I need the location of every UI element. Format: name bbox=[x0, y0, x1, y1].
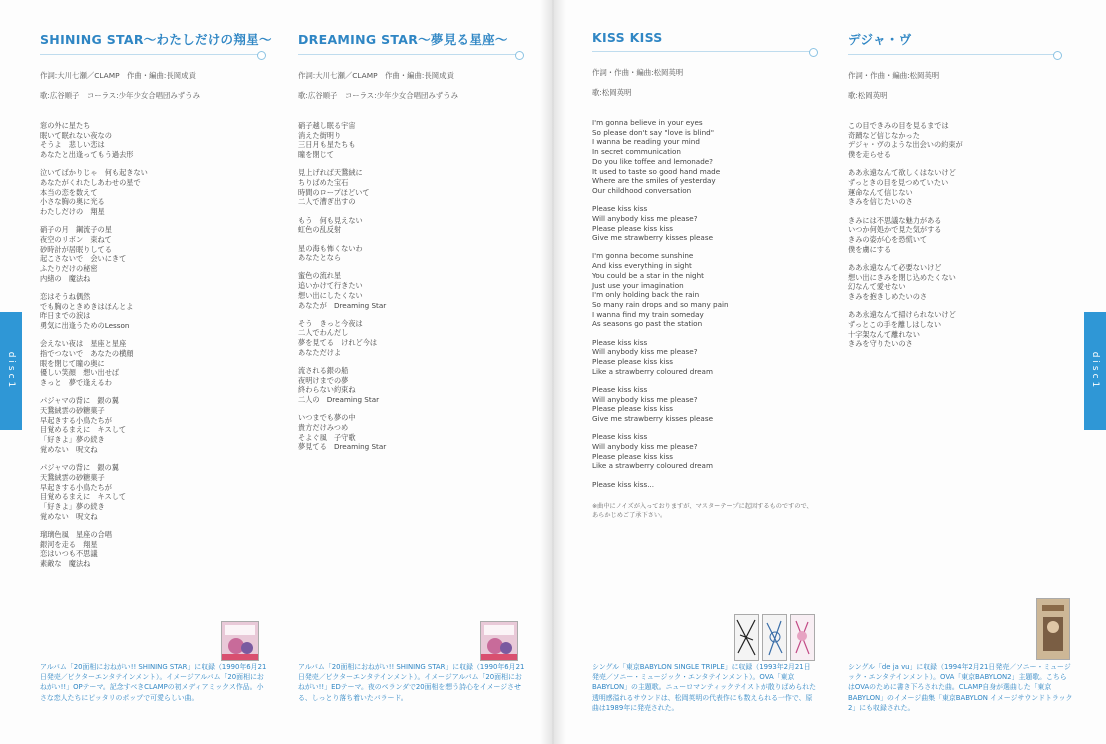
lyric-line: 二人の Dreaming Star bbox=[298, 395, 380, 405]
lyric-line: 砂時計が居眠りしてる bbox=[40, 244, 112, 254]
lyric-line: Give me strawberry kisses please bbox=[592, 233, 713, 243]
album-cover-dreaming-star bbox=[480, 621, 518, 661]
lyric-line: でも胸のときめきはほんとよ bbox=[40, 301, 134, 311]
lyric-line: So please don't say "love is blind" bbox=[592, 127, 715, 137]
lyric-line: Will anybody kiss me please? bbox=[592, 441, 698, 451]
lyric-line: 十字架なんて離れない bbox=[848, 329, 920, 339]
lyric-stanza bbox=[40, 463, 265, 521]
credit-line: 作詞:大川七瀬／CLAMP 作曲・編曲:長岡成貢 bbox=[298, 71, 454, 80]
lyric-line: 夢を見てる けれど今は bbox=[298, 338, 378, 348]
lyric-line: Will anybody kiss me please? bbox=[592, 213, 698, 223]
description-text: シングル「de ja vu」に収録（1994年2月21日発売／ソニー・ミュージック・エンタテインメント）。OVA「東京BABYLON2」主題歌。こちらはOVAのために書き下ろされた曲。CLAMP自身が選曲した「東京BABYLON」のイメージ曲集「東京BABYLON イメージサウンドトラック2」にも収録された。 bbox=[848, 663, 1073, 712]
song-description bbox=[40, 662, 268, 714]
lyric-line: Like a strawberry coloured dream bbox=[592, 366, 713, 376]
lyric-line: きっと 夢で逢えるわ bbox=[40, 378, 112, 388]
lyric-line: 蜜色の流れ星 bbox=[298, 271, 342, 281]
single-cover-tokyo-babylon-2 bbox=[762, 614, 787, 661]
lyric-line: ああ永遠なんて必要ないけど bbox=[848, 262, 942, 272]
lyric-stanza bbox=[298, 216, 523, 235]
song-lyrics bbox=[298, 121, 523, 452]
lyric-stanza bbox=[592, 480, 817, 490]
song-credits bbox=[848, 61, 1073, 111]
lyric-stanza bbox=[592, 385, 817, 424]
song-kiss-kiss bbox=[592, 30, 817, 498]
lyric-line: 夢見てる Dreaming Star bbox=[298, 442, 387, 452]
lyric-line: 夜明けまでの夢 bbox=[298, 375, 349, 385]
lyric-line: 夜空のリボン 束ねて bbox=[40, 235, 112, 245]
lyric-line: 貴方だけみつめ bbox=[298, 423, 349, 433]
lyric-line: 昨日までの涙は bbox=[40, 311, 91, 321]
lyric-line: I'm only holding back the rain bbox=[592, 290, 700, 300]
lyric-line: わたしだけの 翔星 bbox=[40, 207, 105, 217]
lyric-line: 想い出にしたくない bbox=[298, 290, 363, 300]
lyric-line: 瞳を閉じて bbox=[298, 150, 334, 160]
lyric-line: 幻なんて愛せない bbox=[848, 282, 906, 292]
lyric-line: In secret communication bbox=[592, 147, 681, 157]
rule-dot bbox=[809, 48, 818, 57]
lyric-line: ずっときの目を見つめていたい bbox=[848, 178, 949, 188]
lyric-line: そう きっと今夜は bbox=[298, 318, 363, 328]
credit-line: 歌:広谷順子 コーラス:少年少女合唱団みずうみ bbox=[40, 91, 200, 100]
lyric-line: この目できみの目を見るまでは bbox=[848, 121, 949, 130]
lyric-line: 早起きする小鳥たちが bbox=[40, 482, 112, 492]
lyric-line: 銀河を走る 翔星 bbox=[40, 539, 98, 549]
lyric-line: 恋はそうね偶然 bbox=[40, 292, 91, 302]
lyric-line: きみの姿が心を恐慌いて bbox=[848, 235, 928, 245]
rule-dot bbox=[257, 51, 266, 60]
lyric-line: ふたりだけの秘密 bbox=[40, 264, 98, 274]
lyric-line: You could be a star in the night bbox=[592, 270, 704, 280]
lyric-stanza bbox=[848, 310, 1073, 349]
song-description bbox=[592, 662, 817, 714]
rule-dot bbox=[515, 51, 524, 60]
lyric-line: 時間のロープほどいて bbox=[298, 187, 370, 197]
lyric-line: As seasons go past the station bbox=[592, 319, 703, 329]
lyric-line: もう 何も見えない bbox=[298, 215, 363, 225]
lyric-line: I wanna find my train someday bbox=[592, 309, 704, 319]
lyric-line: 早起きする小鳥たちが bbox=[40, 415, 112, 425]
lyric-line: 内緒の 魔法ね bbox=[40, 273, 91, 283]
song-title: KISS KISS bbox=[592, 30, 663, 45]
lyric-stanza bbox=[298, 121, 523, 160]
lyric-line: 僕を虜にする bbox=[848, 244, 892, 254]
rule-dot bbox=[1053, 51, 1062, 60]
lyric-line: Will anybody kiss me please? bbox=[592, 394, 698, 404]
single-cover-deja-vu bbox=[1036, 598, 1070, 660]
lyric-stanza bbox=[848, 263, 1073, 302]
description-text: アルバム「20面相におねがい!! SHINING STAR」に収録（1990年6月21日発売／ビクターエンタテインメント）。イメージアルバム「20面相におねがい!!」OPテーマ。記念すべきCLAMPの初メディアミックス作品。小さな恋人たちにピッタリのポップで可愛らしい曲。 bbox=[40, 663, 267, 702]
lyric-line: きみを守りたいのさ bbox=[848, 339, 913, 349]
lyric-line: 運命なんて信じない bbox=[848, 187, 913, 197]
lyric-line: 三日月も星たちも bbox=[298, 140, 356, 150]
lyric-line: I'm gonna become sunshine bbox=[592, 251, 694, 261]
song-description bbox=[298, 662, 526, 714]
lyric-line: きみには不思議な魅力がある bbox=[848, 215, 942, 225]
lyric-line: 星の海も怖くないわ bbox=[298, 243, 363, 253]
lyric-line: 素敵な 魔法ね bbox=[40, 558, 91, 568]
lyric-line: Where are the smiles of yesterday bbox=[592, 176, 716, 186]
description-text: アルバム「20面相におねがい!! SHINING STAR」に収録（1990年6月21日発売／ビクターエンタテインメント）。イメージアルバム「20面相におねがい!!」EDテーマ。夜のベランダで20面相を想う詩心をイメージさせる、しっとり落ち着いたバラード。 bbox=[298, 663, 525, 702]
lyric-line: 小さな胸の奥に光る bbox=[40, 197, 105, 207]
lyric-stanza bbox=[592, 251, 817, 329]
lyric-line: And kiss everything in sight bbox=[592, 261, 692, 271]
lyric-line: Like a strawberry coloured dream bbox=[592, 461, 713, 471]
lyric-line: 恋はいつも不思議 bbox=[40, 549, 98, 559]
lyric-line: 泣いてばかりじゃ 何も起きない bbox=[40, 168, 148, 178]
lyric-line: ああ永遠なんて欲しくはないけど bbox=[848, 168, 956, 178]
lyric-stanza bbox=[592, 338, 817, 377]
lyric-line: 覚めない 呪文ね bbox=[40, 511, 98, 521]
credit-line: 歌:広谷順子 コーラス:少年少女合唱団みずうみ bbox=[298, 91, 458, 100]
song-title: DREAMING STAR～夢見る星座～ bbox=[298, 32, 508, 47]
song-credits bbox=[592, 58, 817, 108]
lyric-stanza bbox=[40, 121, 265, 160]
lyric-stanza bbox=[592, 432, 817, 471]
lyric-stanza bbox=[848, 121, 1073, 160]
song-shining-star bbox=[40, 30, 272, 577]
title-rule bbox=[298, 54, 520, 55]
lyric-line: Please kiss kiss bbox=[592, 432, 648, 442]
lyric-stanza bbox=[848, 216, 1073, 255]
lyric-line: 指でつないで あなたの横顔 bbox=[40, 349, 134, 359]
page-gutter bbox=[540, 0, 566, 744]
song-title: SHINING STAR～わたしだけの翔星～ bbox=[40, 32, 272, 47]
lyric-line: あなたとなら bbox=[298, 253, 342, 263]
lyric-line: パジャマの背に 銀の翼 bbox=[40, 463, 119, 473]
credit-line: 作詞・作曲・編曲:松岡英明 bbox=[848, 71, 940, 80]
lyric-line: 目覚めるまえに キスして bbox=[40, 492, 127, 502]
lyric-line: 追いかけて行きたい bbox=[298, 281, 363, 291]
lyric-stanza bbox=[40, 530, 265, 569]
song-lyrics bbox=[848, 121, 1073, 349]
disc-tab-label: disc1 bbox=[6, 351, 16, 391]
lyric-line: Just use your imagination bbox=[592, 280, 684, 290]
lyric-line: あなたがくれたしあわせの星で bbox=[40, 178, 141, 188]
lyric-line: Please kiss kiss bbox=[592, 384, 648, 394]
title-rule bbox=[848, 54, 1058, 55]
lyric-line: Please please kiss kiss bbox=[592, 356, 674, 366]
lyric-stanza bbox=[298, 413, 523, 452]
song-deja-vu bbox=[848, 30, 1073, 358]
lyric-line: 起こさないで 会いにきて bbox=[40, 254, 127, 264]
lyric-line: I wanna be reading your mind bbox=[592, 137, 700, 147]
lyric-line: 見上げれば天鵞絨に bbox=[298, 168, 363, 178]
lyric-line: ちりばめた宝石 bbox=[298, 178, 349, 188]
song-credits bbox=[40, 61, 265, 111]
lyric-stanza bbox=[40, 339, 265, 388]
lyric-line: 消えた街明り bbox=[298, 130, 342, 140]
lyric-line: パジャマの背に 銀の翼 bbox=[40, 396, 119, 406]
lyric-line: Will anybody kiss me please? bbox=[592, 347, 698, 357]
lyric-line: 天鵞絨雲の砂糖菓子 bbox=[40, 406, 105, 416]
song-credits bbox=[298, 61, 523, 111]
lyric-line: Please kiss kiss... bbox=[592, 479, 655, 489]
lyric-line: 僕を走らせる bbox=[848, 150, 891, 160]
credit-line: 作詞・作曲・編曲:松岡英明 bbox=[592, 68, 684, 77]
lyric-stanza bbox=[40, 168, 265, 217]
lyric-line: 瑠璃色風 星座の合唱 bbox=[40, 529, 112, 539]
lyric-line: 勇気に出逢うためのLesson bbox=[40, 321, 130, 331]
lyric-stanza bbox=[592, 204, 817, 243]
lyric-line: 会えない夜は 星座と星座 bbox=[40, 339, 127, 349]
lyric-line: 想い出にきみを閉じ込めたくない bbox=[848, 272, 956, 282]
single-cover-tokyo-babylon-3 bbox=[790, 614, 815, 661]
lyric-stanza bbox=[298, 366, 523, 405]
lyric-line: 奇蹟など信じなかった bbox=[848, 130, 920, 140]
lyric-line: Please kiss kiss bbox=[592, 337, 648, 347]
lyric-stanza bbox=[592, 118, 817, 196]
lyric-line: It used to taste so good hand made bbox=[592, 166, 721, 176]
lyric-line: いつか何処かで見た気がする bbox=[848, 225, 942, 235]
lyric-line: 硝子の月 鋼流子の星 bbox=[40, 225, 112, 235]
lyric-line: I'm gonna believe in your eyes bbox=[592, 118, 703, 127]
lyric-line: 二人でわんだし bbox=[298, 328, 349, 338]
lyric-line: 眼を閉じて瞳の奥に bbox=[40, 358, 105, 368]
lyric-line: 天鵞絨雲の砂糖菓子 bbox=[40, 472, 105, 482]
lyric-line: 目覚めるまえに キスして bbox=[40, 425, 127, 435]
lyric-line: 「好きよ」夢の続き bbox=[40, 501, 105, 511]
lyric-line: あなただけよ bbox=[298, 347, 342, 357]
lyric-line: 硝子越し眠る宇宙 bbox=[298, 121, 356, 130]
lyric-stanza bbox=[298, 319, 523, 358]
credit-line: 歌:松岡英明 bbox=[848, 91, 888, 100]
song-lyrics bbox=[40, 121, 265, 569]
lyric-line: 二人で漕ぎ出すの bbox=[298, 197, 356, 207]
song-description bbox=[848, 662, 1073, 714]
lyric-line: Give me strawberry kisses please bbox=[592, 413, 713, 423]
lyric-line: Please please kiss kiss bbox=[592, 223, 674, 233]
lyric-line: 眠いて眠れない夜なの bbox=[40, 130, 112, 140]
lyric-line: 虹色の乱反射 bbox=[298, 225, 342, 235]
title-rule bbox=[40, 54, 262, 55]
lyric-stanza bbox=[40, 225, 265, 283]
credit-line: 歌:松岡英明 bbox=[592, 88, 632, 97]
lyric-stanza bbox=[848, 168, 1073, 207]
disc-tab-left bbox=[0, 312, 22, 430]
disc-tab-label: disc1 bbox=[1090, 351, 1100, 391]
lyric-line: Please kiss kiss bbox=[592, 204, 648, 214]
lyric-line: ああ永遠なんて掃けられないけど bbox=[848, 310, 956, 320]
lyric-line: 終わらない約束ね bbox=[298, 385, 356, 395]
song-dreaming-star bbox=[298, 30, 523, 461]
lyric-line: いつまでも夢の中 bbox=[298, 413, 356, 423]
album-cover-shining-star bbox=[221, 621, 259, 661]
lyric-line: きみを信じたいのさ bbox=[848, 197, 913, 207]
song-title: デジャ・ヴ bbox=[848, 32, 912, 47]
lyric-line: きみを抱きしめたいのさ bbox=[848, 292, 928, 302]
lyric-line: 覚めない 呪文ね bbox=[40, 444, 98, 454]
lyric-line: Please please kiss kiss bbox=[592, 404, 674, 414]
lyric-line: Please please kiss kiss bbox=[592, 451, 674, 461]
lyric-stanza bbox=[40, 396, 265, 454]
lyric-line: Our childhood conversation bbox=[592, 185, 692, 195]
noise-note: ※曲中にノイズが入っておりますが、マスターテープに起因するものですので、 あらかじめご了承下さい。 bbox=[592, 503, 813, 519]
song-lyrics bbox=[592, 118, 817, 489]
lyric-line: そうよ 悲しい恋は bbox=[40, 140, 105, 150]
lyric-stanza bbox=[298, 271, 523, 310]
disc-tab-right bbox=[1084, 312, 1106, 430]
lyric-line: そよぐ風 子守歌 bbox=[298, 432, 356, 442]
lyric-stanza bbox=[298, 244, 523, 263]
lyric-stanza bbox=[40, 292, 265, 331]
lyric-line: 流される銀の船 bbox=[298, 366, 349, 376]
description-text: シングル「東京BABYLON SINGLE TRIPLE」に収録（1993年2月21日発売／ソニー・ミュージック・エンタテインメント）。OVA「東京BABYLON」の主題歌。ニューロマンティックテイストが散りばめられた透明感溢れるサウンドは、松岡英明の代表作にも数えられる一作で、原曲は1989年に発売された。 bbox=[592, 663, 817, 712]
lyric-line: あなたが Dreaming Star bbox=[298, 300, 387, 310]
lyric-line: So many rain drops and so many pain bbox=[592, 299, 729, 309]
lyric-line: 優しい笑顔 想い出せば bbox=[40, 368, 120, 378]
credit-line: 作詞:大川七瀬／CLAMP 作曲・編曲:長岡成貢 bbox=[40, 71, 196, 80]
lyric-stanza bbox=[298, 168, 523, 207]
lyric-line: 窓の外に星たち bbox=[40, 121, 91, 130]
lyric-line: 本当の恋を数えて bbox=[40, 187, 98, 197]
lyric-line: デジャ・ヴのような出会いの約束が bbox=[848, 140, 963, 150]
single-cover-tokyo-babylon-1 bbox=[734, 614, 759, 661]
lyric-line: あなたと出逢ってもう過去形 bbox=[40, 150, 134, 160]
title-rule bbox=[592, 51, 814, 52]
lyric-line: ずっとこの手を離しはしない bbox=[848, 319, 942, 329]
lyric-line: Do you like toffee and lemonade? bbox=[592, 156, 713, 166]
lyric-line: 「好きよ」夢の続き bbox=[40, 435, 105, 445]
